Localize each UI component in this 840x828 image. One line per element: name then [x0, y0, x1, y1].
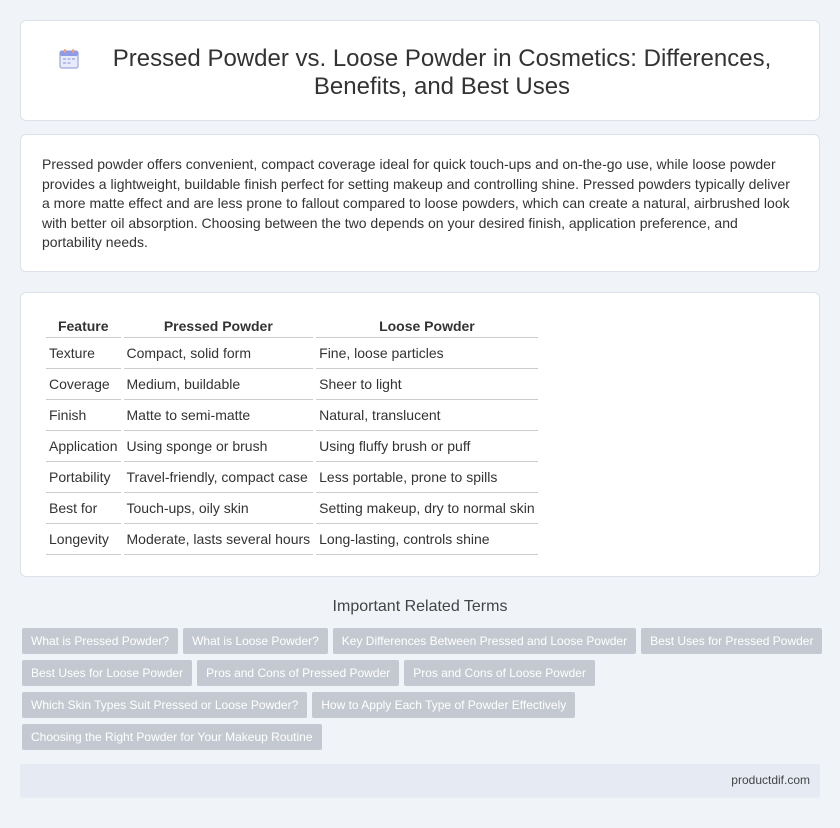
table-cell: Setting makeup, dry to normal skin — [316, 493, 538, 524]
related-term-tag[interactable]: How to Apply Each Type of Powder Effectively — [312, 692, 575, 718]
related-term-tag[interactable]: What is Loose Powder? — [183, 628, 328, 654]
related-term-tag[interactable]: Which Skin Types Suit Pressed or Loose Powder? — [22, 692, 307, 718]
table-cell: Moderate, lasts several hours — [124, 524, 314, 555]
title-wrap — [21, 45, 819, 101]
table-row — [46, 431, 538, 462]
table-cell: Using sponge or brush — [124, 431, 314, 462]
table-row — [46, 462, 538, 493]
comparison-card — [20, 292, 820, 577]
table-cell: Travel-friendly, compact case — [124, 462, 314, 493]
table-row — [46, 400, 538, 431]
table-cell: Natural, translucent — [316, 400, 538, 431]
table-row — [46, 338, 538, 369]
tag-row — [22, 660, 822, 692]
related-terms-list — [22, 628, 822, 756]
footer-site-link[interactable]: productdif.com — [731, 773, 810, 787]
comparison-table — [43, 314, 541, 555]
related-term-tag[interactable]: Best Uses for Pressed Powder — [641, 628, 822, 654]
table-cell: Matte to semi-matte — [124, 400, 314, 431]
intro-paragraph: Pressed powder offers convenient, compact coverage ideal for quick touch-ups and on-the-go use, while loose powder provides a lightweight, buildable finish perfect for setting makeup and controlling shine. Pressed powders typically deliver a more matte effect and are less prone to fallout compared to loose powders, which can create a natural, airbrushed look with better oil absorption. Choosing between the two depends on your desired finish, application preference, and portability needs. — [42, 156, 790, 250]
table-cell: Texture — [46, 338, 121, 369]
column-header-loose: Loose Powder — [316, 314, 538, 338]
header-card — [20, 20, 820, 121]
related-term-tag[interactable]: Key Differences Between Pressed and Loose Powder — [333, 628, 636, 654]
footer — [20, 764, 820, 798]
table-cell: Coverage — [46, 369, 121, 400]
table-cell: Compact, solid form — [124, 338, 314, 369]
table-cell: Longevity — [46, 524, 121, 555]
related-term-tag[interactable]: Best Uses for Loose Powder — [22, 660, 192, 686]
related-term-tag[interactable]: Choosing the Right Powder for Your Makeup Routine — [22, 724, 322, 750]
table-cell: Using fluffy brush or puff — [316, 431, 538, 462]
related-term-tag[interactable]: Pros and Cons of Pressed Powder — [197, 660, 399, 686]
table-cell: Medium, buildable — [124, 369, 314, 400]
related-term-tag[interactable]: Pros and Cons of Loose Powder — [404, 660, 595, 686]
table-row — [46, 493, 538, 524]
tag-row — [22, 692, 822, 724]
table-cell: Best for — [46, 493, 121, 524]
table-cell: Portability — [46, 462, 121, 493]
page-title: Pressed Powder vs. Loose Powder in Cosmetics: Differences, Benefits, and Best Uses — [112, 45, 772, 100]
table-row — [46, 369, 538, 400]
table-cell: Finish — [46, 400, 121, 431]
column-header-feature: Feature — [46, 314, 121, 338]
table-cell: Touch-ups, oily skin — [124, 493, 314, 524]
table-cell: Application — [46, 431, 121, 462]
related-terms-heading: Important Related Terms — [332, 598, 508, 615]
table-cell: Fine, loose particles — [316, 338, 538, 369]
table-cell: Long-lasting, controls shine — [316, 524, 538, 555]
table-row — [46, 524, 538, 555]
column-header-pressed: Pressed Powder — [124, 314, 314, 338]
tag-row — [22, 628, 822, 660]
table-cell: Less portable, prone to spills — [316, 462, 538, 493]
tag-row — [22, 724, 822, 756]
table-cell: Sheer to light — [316, 369, 538, 400]
related-term-tag[interactable]: What is Pressed Powder? — [22, 628, 178, 654]
table-header-row — [46, 314, 538, 338]
intro-card — [20, 134, 820, 272]
calendar-icon — [58, 48, 80, 70]
